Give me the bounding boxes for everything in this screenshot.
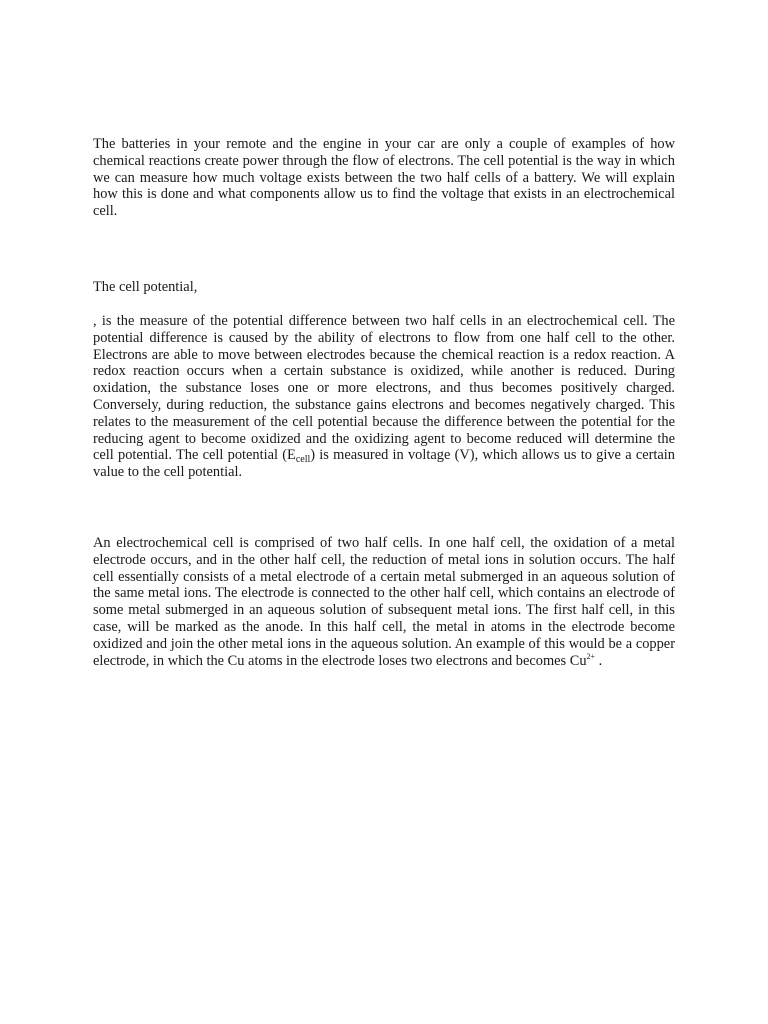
cell-potential-paragraph (93, 313, 675, 481)
intro-paragraph: The batteries in your remote and the engine in your car are only a couple of examples of how chemical reactions create power through the flow of electrons. The cell potential is the way in which we can measure how much voltage exists between the two half cells of a battery. We will explain how this is done and what components allow us to find the voltage that exists in an electrochemical cell. (93, 136, 675, 220)
cell-potential-text: , is the measure of the potential difference between two half cells in an electrochemical cell. The potential difference is caused by the ability of electrons to flow from one half cell to the other. Electrons are able to move between electrodes because the chemical reaction is a redox reaction. A redox reaction occurs when a certain substance is oxidized, while another is reduced. During oxidation, the substance loses one or more electrons, and thus becomes positively charged. Conversely, during reduction, the substance gains electrons and becomes negatively charged. This relates to the measurement of the cell potential because the difference between the potential for the reducing agent to become oxidized and the oxidizing agent to become reduced will determine the cell potential. The cell potential (E (93, 313, 675, 464)
cell-potential-heading-line: The cell potential, (93, 279, 198, 295)
electrochemical-cell-text-end: . (595, 652, 603, 669)
electrochemical-cell-paragraph (93, 535, 675, 669)
cell-subscript: cell (295, 454, 311, 466)
cell-potential-text-end: ) is measured in voltage (V), which allows us to give a certain value to the cell potential. (93, 447, 675, 481)
electrochemical-cell-text: An electrochemical cell is comprised of two half cells. In one half cell, the oxidation of a metal electrode occurs, and in the other half cell, the reduction of metal ions in solution occurs. The half cell essentially consists of a metal electrode of a certain metal submerged in an aqueous solution of the same metal ions. The electrode is connected to the other half cell, which contains an electrode of some metal submerged in an aqueous solution of subsequent metal ions. The first half cell, in this case, will be marked as the anode. In this half cell, the metal in atoms in the electrode become oxidized and join the other metal ions in the aqueous solution. An example of this would be a copper electrode, in which the Cu atoms in the electrode loses two electrons and becomes Cu (93, 535, 675, 669)
copper-ion-superscript: 2+ (586, 651, 596, 661)
